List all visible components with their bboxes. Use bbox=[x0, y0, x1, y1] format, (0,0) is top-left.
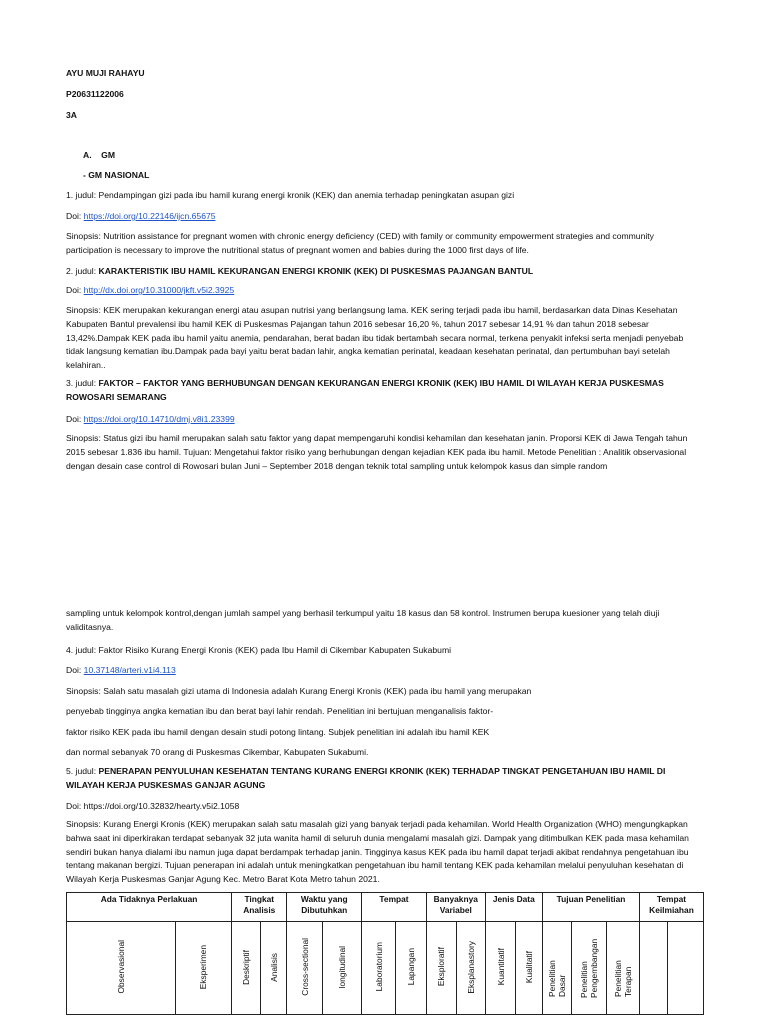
author-name: AYU MUJI RAHAYU bbox=[66, 68, 145, 78]
entry-4-doi-link[interactable]: 10.37148/arteri.v1i4.113 bbox=[83, 665, 176, 675]
subheader-cross-sectional: Cross-sectional bbox=[299, 938, 310, 996]
entry-4-title bbox=[66, 643, 706, 657]
entry-2-doi-link[interactable]: http://dx.doi.org/10.31000/jkft.v5i2.3925 bbox=[83, 285, 235, 295]
table-header-cell: Banyaknya Variabel bbox=[427, 893, 486, 922]
subheader-laboratorium: Laboratorium bbox=[373, 942, 384, 992]
entry-3-synopsis-continued: sampling untuk kelompok kontrol,dengan jumlah sampel yang berhasil terkumpul yaitu 18 kasus dan 58 kontrol. Instrumen berupa kuesioner yang telah diuji validitasnya. bbox=[66, 608, 660, 632]
entry-2-title bbox=[66, 264, 706, 278]
subsection-heading: - GM NASIONAL bbox=[83, 170, 150, 180]
table-subheader-cell bbox=[543, 922, 572, 1015]
subheader-penelitian-pengembangan: Penelitian Pengembangan bbox=[578, 938, 599, 998]
table-subheader-cell bbox=[456, 922, 485, 1015]
subheader-penelitian-terapan: Penelitian Terapan bbox=[612, 960, 633, 997]
subheader-lapangan: Lapangan bbox=[406, 948, 417, 986]
table-subheader-cell bbox=[67, 922, 176, 1015]
subheader-analisis: Analisis bbox=[268, 952, 279, 982]
entry-5-doi bbox=[66, 799, 706, 813]
table-subheader-cell bbox=[427, 922, 457, 1015]
table-subheader-cell bbox=[232, 922, 261, 1015]
table-subheader-cell bbox=[606, 922, 639, 1015]
class-label: 3A bbox=[66, 110, 77, 120]
subheader-deskriptif: Deskriptif bbox=[240, 949, 251, 985]
student-id: P20631122006 bbox=[66, 89, 124, 99]
subheader-penelitian-dasar: Penelitian Dasar bbox=[546, 960, 567, 997]
entry-5-title-text: PENERAPAN PENYULUHAN KESEHATAN TENTANG KURANG ENERGI KRONIK (KEK) TERHADAP TINGKAT PENGETAHUAN IBU HAMIL DI WILAYAH KERJA PUSKESMAS GANJAR AGUNG bbox=[66, 766, 666, 790]
entry-4-synopsis-line-4: dan normal sebanyak 70 orang di Puskesmas Cikembar, Kabupaten Sukabumi. bbox=[66, 747, 369, 757]
entry-1-synopsis: Sinopsis: Nutrition assistance for pregnant women with chronic energy deficiency (CED) with family or community empowerment strategies and community participation is necessary to improve the nutritional status of pregnant women and babies during the 1000 first days of life. bbox=[66, 231, 654, 255]
entry-2-doi bbox=[66, 283, 706, 297]
entry-4-doi bbox=[66, 663, 706, 677]
table-subheader-cell bbox=[260, 922, 287, 1015]
table-subheader-cell bbox=[516, 922, 543, 1015]
entry-5-doi-label: Doi: bbox=[66, 801, 84, 811]
subheader-eksperimen: Eksperimen bbox=[198, 944, 209, 990]
entry-1-doi bbox=[66, 209, 706, 223]
table-header-cell: Waktu yang Dibutuhkan bbox=[287, 893, 362, 922]
entry-4-title-prefix: 4. judul: bbox=[66, 645, 99, 655]
entry-4-synopsis-line-1: Sinopsis: Salah satu masalah gizi utama di Indonesia adalah Kurang Energi Kronis (KEK) pada ibu hamil yang merupakan bbox=[66, 686, 532, 696]
entry-3-doi-link[interactable]: https://doi.org/10.14710/dmj.v8i1.23399 bbox=[83, 414, 235, 424]
entry-5-synopsis: Sinopsis: Kurang Energi Kronis (KEK) merupakan salah satu masalah gizi yang banyak terjadi pada kehamilan. World Health Organization (WHO) mengungkapkan bahwa saat ini diperkirakan terdapat sebanyak 32 juta wanita hamil di seluruh dunia mengalami masalah gizi. Dampak yang ditimbulkan KEK pada masa kehamilan sendiri bukan hanya dialami ibu namun juga dapat berdampak terhadap janin. Tingginya kasus KEK pada ibu hamil dapat terjadi akibat rendahnya pengetahuan ibu tentang makanan bergizi. Tujuan penerapan ini adalah untuk meningkatkan pengetahuan ibu hamil tentang KEK pada kehamilan melalui penyuluhan kesehatan di Wilayah Kerja Puskesmas Ganjar Agung Kec. Metro Barat Kota Metro tahun 2021. bbox=[66, 819, 689, 885]
entry-1-doi-link[interactable]: https://doi.org/10.22146/ijcn.65675 bbox=[83, 211, 216, 221]
entry-3-title-prefix: 3. judul: bbox=[66, 378, 99, 388]
subheader-eksplanastory: Eksplanastory bbox=[465, 940, 476, 994]
table-subheader-cell bbox=[175, 922, 231, 1015]
entry-3-doi bbox=[66, 412, 706, 426]
entry-1-title bbox=[66, 188, 706, 202]
entry-4-synopsis-line-2: penyebab tingginya angka kematian ibu dan berat bayi lahir rendah. Penelitian ini bertujuan menganalisis faktor- bbox=[66, 706, 494, 716]
entry-2-title-text: KARAKTERISTIK IBU HAMIL KEKURANGAN ENERGI KRONIK (KEK) DI PUSKESMAS PAJANGAN BANTUL bbox=[98, 266, 534, 276]
table-subheader-cell bbox=[287, 922, 322, 1015]
entry-5-title-prefix: 5. judul: bbox=[66, 766, 99, 776]
table-header-cell: Jenis Data bbox=[485, 893, 543, 922]
subheader-longitudinal: longitudinal bbox=[336, 945, 347, 989]
table-subheader-cell bbox=[396, 922, 427, 1015]
table-header-cell: Tempat bbox=[362, 893, 427, 922]
table-subheader-cell bbox=[362, 922, 396, 1015]
entry-5-title bbox=[66, 765, 702, 793]
table-header-cell: Ada Tidaknya Perlakuan bbox=[67, 893, 232, 922]
table-subheader-cell bbox=[485, 922, 516, 1015]
entry-1-title-text: Pendampingan gizi pada ibu hamil kurang energi kronik (KEK) dan anemia terhadap peningkatan asupan gizi bbox=[98, 190, 515, 200]
entry-3-title-text: FAKTOR – FAKTOR YANG BERHUBUNGAN DENGAN KEKURANGAN ENERGI KRONIK (KEK) IBU HAMIL DI WILAYAH KERJA PUSKESMAS ROWOSARI SEMARANG bbox=[66, 378, 664, 402]
subheader-observasional: Observasional bbox=[115, 940, 126, 994]
entry-1-doi-label: Doi: bbox=[66, 211, 84, 221]
entry-2-doi-label: Doi: bbox=[66, 285, 84, 295]
entry-3-doi-label: Doi: bbox=[66, 414, 84, 424]
entry-1-title-prefix: 1. judul: bbox=[66, 190, 99, 200]
table-header-cell: Tujuan Penelitian bbox=[543, 893, 640, 922]
table-subheader-cell bbox=[322, 922, 361, 1015]
section-heading-letter: A. bbox=[83, 150, 92, 160]
subheader-kuantitatif: Kuantitatif bbox=[495, 948, 506, 986]
table-subheader-cell bbox=[639, 922, 667, 1015]
section-heading-title: GM bbox=[101, 150, 115, 160]
entry-3-synopsis: Sinopsis: Status gizi ibu hamil merupakan salah satu faktor yang dapat mempengaruhi kondisi kehamilan dan kesehatan janin. Proporsi KEK di Jawa Tengah tahun 2015 sebesar 1.836 ibu hamil. Tujuan: Mengetahui faktor risiko yang berhubungan dengan kejadian KEK pada ibu hamil. Metode Penelitian : Analitik observasional dengan desain case control di Rowosari bulan Juni – September 2018 dengan teknik total sampling untuk kelompok kasus dan simple random bbox=[66, 433, 688, 471]
subheader-kualitatif: Kualitatif bbox=[524, 950, 535, 984]
table-header-cell: Tingkat Analisis bbox=[232, 893, 287, 922]
entry-2-title-prefix: 2. judul: bbox=[66, 266, 99, 276]
subheader-eksploratif: Eksploratif bbox=[436, 947, 447, 987]
table-header-row bbox=[67, 893, 704, 922]
section-heading bbox=[83, 148, 723, 162]
table-subheader-row bbox=[67, 922, 704, 1015]
entry-3-title bbox=[66, 377, 702, 405]
table-subheader-cell bbox=[667, 922, 703, 1015]
entry-4-title-text: Faktor Risiko Kurang Energi Kronis (KEK) pada Ibu Hamil di Cikembar Kabupaten Sukabumi bbox=[98, 645, 452, 655]
entry-4-doi-label: Doi: bbox=[66, 665, 84, 675]
entry-5-doi-text: https://doi.org/10.32832/hearty.v5i2.1058 bbox=[83, 801, 240, 811]
table-header-cell: Tempat Keilmiahan bbox=[639, 893, 703, 922]
table-subheader-cell bbox=[571, 922, 606, 1015]
research-classification-table bbox=[66, 892, 704, 1015]
entry-2-synopsis: Sinopsis: KEK merupakan kekurangan energi atau asupan nutrisi yang berlangsung lama. KEK sering terjadi pada ibu hamil, berdasarkan data Dinas Kesehatan Kabupaten Bantul prevalensi ibu hamil KEK di Puskesmas Pajangan tahun 2016 sebesar 16,20 %, tahun 2017 sebesar 14,91 % dan tahun 2018 sebesar 13,42%.Dampak KEK pada ibu hamil yaitu anemia, pendarahan, berat badan ibu tidak bertambah secara normal, terkena penyakit infeksi serta menjadi penyebab tidak langsung kematian ibu.Dampak pada bayi yaitu berat badan lahir, angka kematian perinatal, keadaan kesehatan perinatal, dan pertumbuhan bayi setelah kelahiran.. bbox=[66, 305, 684, 371]
entry-4-synopsis-line-3: faktor risiko KEK pada ibu hamil dengan desain studi potong lintang. Subjek penelitian ini adalah ibu hamil KEK bbox=[66, 727, 490, 737]
